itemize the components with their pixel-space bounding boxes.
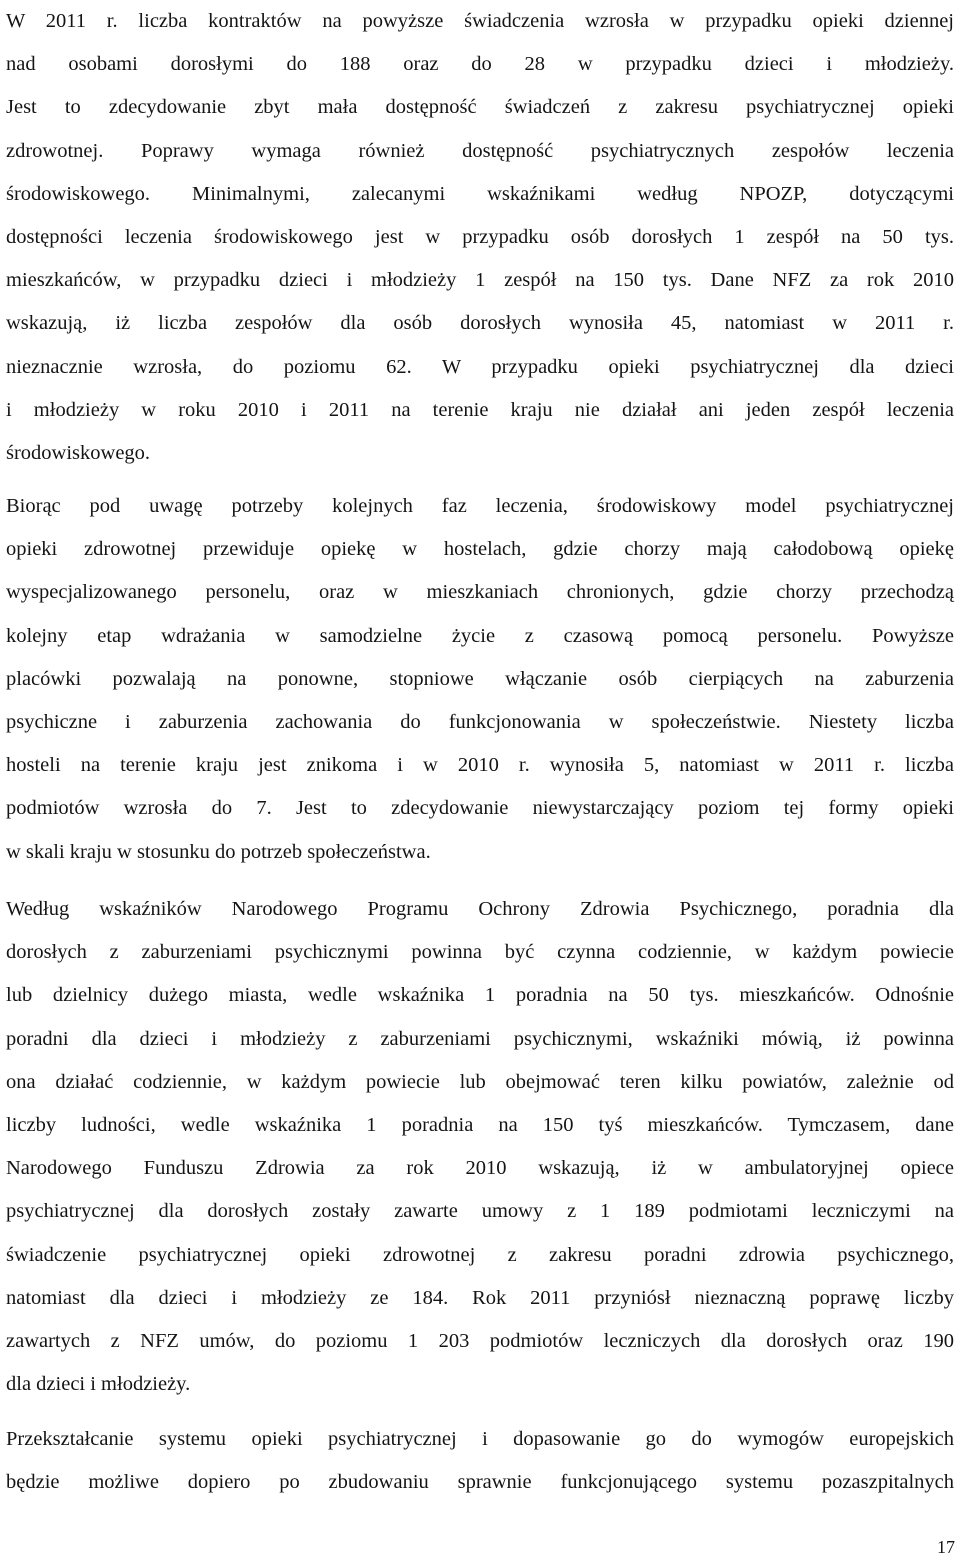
text-line: natomiast dla dzieci i młodzieży ze 184. Rok 2011 przyniósł nieznaczną poprawę liczby (6, 1286, 954, 1309)
text-line: i młodzieży w roku 2010 i 2011 na terenie kraju nie działał ani jeden zespół leczenia (6, 398, 954, 421)
text-line: Biorąc pod uwagę potrzeby kolejnych faz leczenia, środowiskowy model psychiatrycznej (6, 495, 954, 517)
text-line: psychiatrycznej dla dorosłych zostały zawarte umowy z 1 189 podmiotami leczniczymi na (6, 1200, 954, 1223)
text-line: mieszkańców, w przypadku dzieci i młodzieży 1 zespół na 150 tys. Dane NFZ za rok 2010 (6, 269, 954, 292)
text-line: środowiskowego. (6, 442, 151, 465)
text-line: W 2011 r. liczba kontraktów na powyższe świadczenia wzrosła w przypadku opieki dziennej (6, 10, 954, 32)
paragraph-hostels (6, 485, 954, 874)
text-line: nieznacznie wzrosła, do poziomu 62. W przypadku opieki psychiatrycznej dla dzieci (6, 355, 954, 378)
text-line: zawartych z NFZ umów, do poziomu 1 203 podmiotów leczniczych dla dorosłych oraz 190 (6, 1330, 954, 1353)
text-line: w skali kraju w stosunku do potrzeb społeczeństwa. (6, 840, 431, 863)
text-line: lub dzielnicy dużego miasta, wedle wskaźnika 1 poradnia na 50 tys. mieszkańców. Odnośnie (6, 984, 954, 1007)
text-line: podmiotów wzrosła do 7. Jest to zdecydowanie niewystarczający poziom tej formy opieki (6, 797, 954, 820)
text-line: będzie możliwe dopiero po zbudowaniu sprawnie funkcjonującego systemu pozaszpitalnych (6, 1471, 954, 1494)
text-line: nad osobami dorosłymi do 188 oraz do 28 w przypadku dzieci i młodzieży. (6, 53, 954, 76)
text-line: ona działać codziennie, w każdym powiecie lub obejmować teren kilku powiatów, zależnie od (6, 1070, 954, 1093)
text-line: poradni dla dzieci i młodzieży z zaburzeniami psychicznymi, wskaźniki mówią, iż powinna (6, 1027, 954, 1050)
text-line: kolejny etap wdrażania w samodzielne życie z czasową pomocą personelu. Powyższe (6, 624, 954, 647)
text-line: dorosłych z zaburzeniami psychicznymi powinna być czynna codziennie, w każdym powiecie (6, 941, 954, 964)
text-line: świadczenie psychiatrycznej opieki zdrowotnej z zakresu poradni zdrowia psychicznego, (6, 1243, 954, 1266)
text-line: liczby ludności, wedle wskaźnika 1 poradnia na 150 tyś mieszkańców. Tymczasem, dane (6, 1114, 954, 1137)
text-line: zdrowotnej. Poprawy wymaga również dostępność psychiatrycznych zespołów leczenia (6, 139, 954, 162)
paragraph-outpatient-clinics (6, 888, 954, 1406)
text-line: Narodowego Funduszu Zdrowia za rok 2010 wskazują, iż w ambulatoryjnej opiece (6, 1157, 954, 1180)
text-line: placówki pozwalają na ponowne, stopniowe włączanie osób cierpiących na zaburzenia (6, 667, 954, 690)
paragraph-system-transformation (6, 1418, 954, 1504)
text-line: Jest to zdecydowanie zbyt mała dostępność świadczeń z zakresu psychiatrycznej opieki (6, 96, 954, 119)
text-line: opieki zdrowotnej przewiduje opiekę w hostelach, gdzie chorzy mają całodobową opiekę (6, 538, 954, 561)
text-line: środowiskowego. Minimalnymi, zalecanymi wskaźnikami według NPOZP, dotyczącymi (6, 182, 954, 205)
text-line: dostępności leczenia środowiskowego jest w przypadku osób dorosłych 1 zespół na 50 tys. (6, 226, 954, 249)
text-line: Według wskaźników Narodowego Programu Ochrony Zdrowia Psychicznego, poradnia dla (6, 898, 954, 920)
text-line: psychiczne i zaburzenia zachowania do funkcjonowania w społeczeństwie. Niestety liczba (6, 711, 954, 734)
paragraph-day-care (6, 0, 954, 475)
text-line: wskazują, iż liczba zespołów dla osób dorosłych wynosiła 45, natomiast w 2011 r. (6, 312, 954, 335)
text-line: wyspecjalizowanego personelu, oraz w mieszkaniach chronionych, gdzie chorzy przechodzą (6, 581, 954, 604)
text-line: Przekształcanie systemu opieki psychiatrycznej i dopasowanie go do wymogów europejskich (6, 1428, 954, 1450)
text-line: dla dzieci i młodzieży. (6, 1373, 191, 1396)
text-line: hosteli na terenie kraju jest znikoma i w 2010 r. wynosiła 5, natomiast w 2011 r. liczba (6, 754, 954, 777)
page-number: 17 (937, 1537, 955, 1557)
